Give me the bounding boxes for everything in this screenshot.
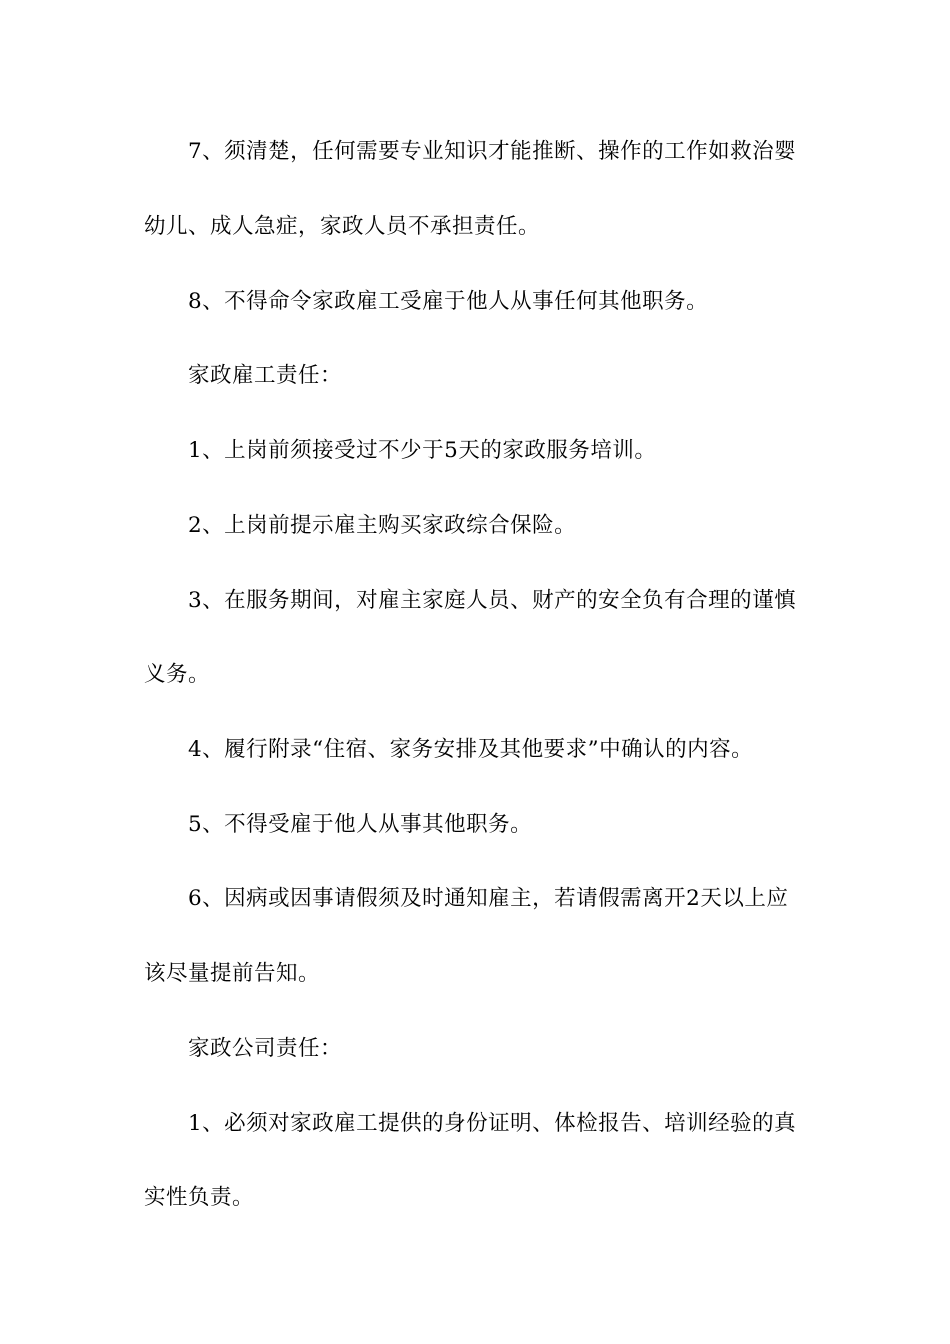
paragraph-line: 4、履行附录“住宿、家务安排及其他要求”中确认的内容。 xyxy=(188,737,754,762)
paragraph-line: 6、因病或因事请假须及时通知雇主，若请假需离开2天以上应 xyxy=(188,886,789,911)
paragraph-line: 5、不得受雇于他人从事其他职务。 xyxy=(188,812,533,837)
paragraph-line: 实性负责。 xyxy=(144,1185,255,1210)
section-heading: 家政公司责任： xyxy=(188,1036,343,1061)
paragraph-line: 义务。 xyxy=(144,662,211,687)
paragraph-line: 7、须清楚，任何需要专业知识才能推断、操作的工作如救治婴 xyxy=(188,139,797,164)
paragraph-line: 8、不得命令家政雇工受雇于他人从事任何其他职务。 xyxy=(188,289,709,314)
paragraph-line: 3、在服务期间，对雇主家庭人员、财产的安全负有合理的谨慎 xyxy=(188,588,797,613)
paragraph-line: 1、必须对家政雇工提供的身份证明、体检报告、培训经验的真 xyxy=(188,1111,797,1136)
section-heading: 家政雇工责任： xyxy=(188,363,343,388)
paragraph-line: 该尽量提前告知。 xyxy=(144,961,321,986)
paragraph-line: 幼儿、成人急症，家政人员不承担责任。 xyxy=(144,214,541,239)
paragraph-line: 1、上岗前须接受过不少于5天的家政服务培训。 xyxy=(188,438,657,463)
paragraph-line: 2、上岗前提示雇主购买家政综合保险。 xyxy=(188,513,577,538)
